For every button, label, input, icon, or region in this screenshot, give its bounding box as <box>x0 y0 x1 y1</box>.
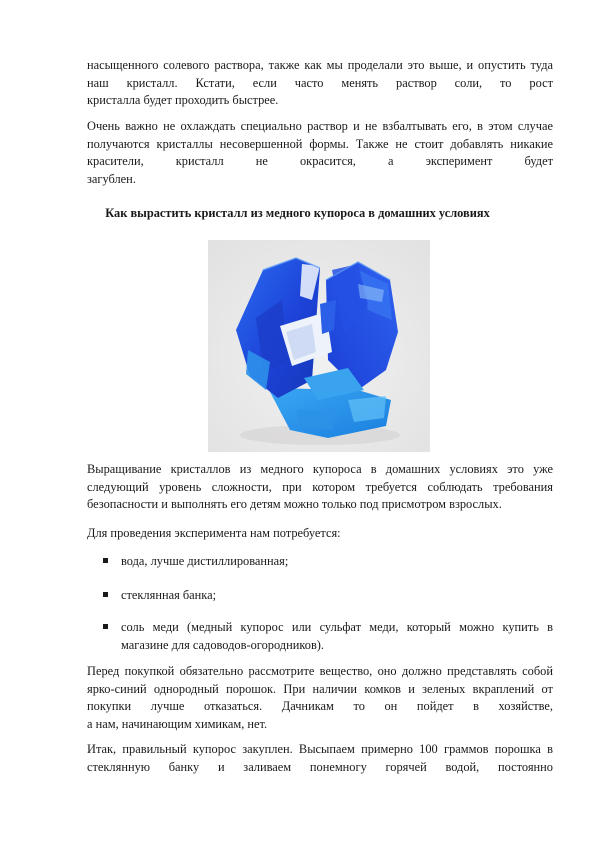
copper-sulfate-crystal-photo <box>208 240 430 452</box>
paragraph-line: собой ярко-синий однородный порошок. При наличии комков и зеленых <box>87 664 553 696</box>
paragraph-requirements-intro <box>87 525 553 543</box>
list-item-text: стеклянная банка; <box>121 588 217 602</box>
paragraph-line: добавлять никакие красители, кристалл не окрасится, а эксперимент будет <box>87 136 554 169</box>
list-item-text: вода, лучше дистиллированная; <box>121 554 289 568</box>
paragraph-solution-change <box>87 57 553 110</box>
paragraph-line: насыщенного солевого раствора, также как мы проделали это выше, и <box>87 58 474 72</box>
paragraph-line: безопасности и выполнять его детям можно только под присмотром взрослых. <box>87 497 502 512</box>
bullet-icon <box>103 624 108 629</box>
paragraph-line: вкраплений от покупки лучше отказаться. Дачникам то он пойдет в хозяйстве, <box>87 681 553 714</box>
paragraph-procedure <box>87 741 553 776</box>
list-item-text: магазине для садоводов-огородников). <box>121 637 325 652</box>
paragraph-line: Очень важно не охлаждать специально раствор и не взбалтывать его, в этом <box>87 119 513 133</box>
paragraph-line: Перед покупкой обязательно рассмотрите вещество, оно должно представлять <box>87 664 517 678</box>
list-item-text: соль меди (медный купорос или сульфат меди, который можно купить в <box>121 620 553 634</box>
paragraph-line: Для проведения эксперимента нам потребуется: <box>87 526 341 540</box>
paragraph-cooling-warning <box>87 118 553 188</box>
paragraph-line: Итак, правильный купорос закуплен. Высыпаем примерно 100 граммов <box>87 742 489 756</box>
paragraph-line: опустить туда наш кристалл. Кстати, если часто менять раствор соли, то рост <box>87 58 553 90</box>
paragraph-copper-intro <box>87 461 553 514</box>
paragraph-line: Выращивание кристаллов из медного купороса в домашних условиях это уже <box>87 462 553 476</box>
paragraph-line: кристалла будет проходить быстрее. <box>87 93 279 108</box>
paragraph-line: порошка в стеклянную банку и заливаем понемногу горячей водой, постоянно <box>87 742 553 774</box>
paragraph-purchase-advice <box>87 663 553 733</box>
paragraph-line: случае получаются кристаллы несовершенной формы. Также не стоит <box>87 119 553 151</box>
section-heading: Как вырастить кристалл из медного купороса в домашних условиях <box>105 206 490 220</box>
paragraph-line: а нам, начинающим химикам, нет. <box>87 716 268 731</box>
paragraph-line: следующий уровень сложности, при котором требуется соблюдать требования <box>87 479 553 494</box>
bullet-icon <box>103 558 108 563</box>
bullet-icon <box>103 592 108 597</box>
paragraph-line: загублен. <box>87 171 136 186</box>
